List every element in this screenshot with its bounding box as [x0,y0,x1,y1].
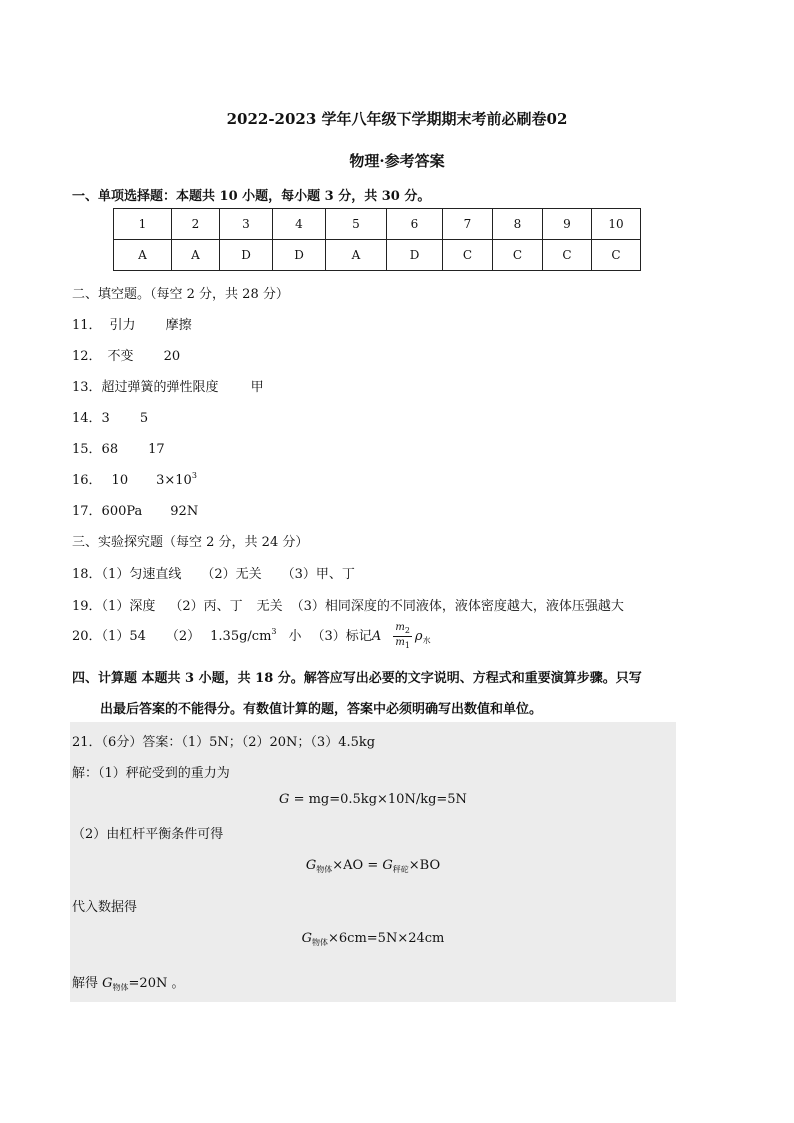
result-prefix: 解得 [72,976,103,991]
fraction-denominator: m [395,637,405,648]
answer-line-14 [72,407,148,426]
answer-b: 摩擦 [165,318,192,333]
equation-text: = mg=0.5kg×10N/kg=5N [289,792,467,807]
question-number: 15． [72,442,102,457]
answer-line-16 [72,469,197,488]
q21-solution-step3: 代入数据得 [72,900,138,915]
answer-b: 92N [170,504,199,519]
table-cell: D [273,240,326,271]
table-cell: C [543,240,592,271]
answer-b: 20 [163,349,181,364]
table-cell: 5 [326,209,387,240]
question-number: 19． [72,599,102,614]
subscript: 物体 [312,938,329,947]
answer-a: 超过弹簧的弹性限度 [101,380,219,395]
rho-symbol: ρ [414,629,423,644]
exponent: 3 [191,471,197,480]
table-cell: 6 [387,209,443,240]
answer-part: （2）丙、丁 [169,599,243,614]
symbol-g: G [279,792,290,807]
answer-b: 3×10 [156,473,192,488]
density-fraction [393,622,412,651]
answer-part: （3）标记 [311,629,372,644]
answer-line-12 [72,345,180,364]
symbol-g: G [102,976,113,991]
answer-line-17 [72,500,198,519]
exponent: 3 [271,627,277,636]
question-number: 11． [72,318,102,333]
table-cell: D [387,240,443,271]
answer-b: 甲 [250,380,264,395]
table-cell: A [326,240,387,271]
question-number: 17． [72,504,102,519]
section2-heading: 二、填空题。（每空 2 分，共 28 分） [72,287,289,302]
answer-a: 不变 [107,349,134,364]
answer-line-19 [72,595,624,614]
fraction-numerator: m [395,622,405,633]
subscript: 秤砣 [392,865,409,874]
table-cell: 10 [592,209,641,240]
q21-solution-step2: （2）由杠杆平衡条件可得 [72,827,224,842]
q21-solution-step1: 解：（1）秤砣受到的重力为 [72,766,230,781]
table-cell: 8 [493,209,543,240]
q21-result [72,972,184,993]
answer-a: 68 [101,442,119,457]
answer-b: 17 [148,442,165,457]
mark-label: A [371,629,382,644]
table-cell: C [592,240,641,271]
subscript: 物体 [316,865,333,874]
answer-table-answer-row [114,240,641,271]
subscript: 物体 [112,983,129,992]
subscript: 水 [422,636,431,645]
equation-text: ×BO [408,858,441,873]
page-title: 2022-2023 学年八年级下学期期末考前必刷卷02 [226,110,568,128]
question-number: 13． [72,380,102,395]
subscript: 1 [404,641,410,650]
answer-part: （3）相同深度的不同液体，液体密度越大，液体压强越大 [290,599,624,614]
equation-substitution [70,931,676,948]
equation-gravity [70,792,676,807]
answer-line-20 [72,622,431,651]
answer-table-number-row [114,209,641,240]
answer-line-11 [72,314,192,333]
table-cell: 3 [220,209,273,240]
result-value: =20N 。 [128,976,185,991]
answer-part: （2）无关 [201,567,262,582]
question-number: 16． [72,473,102,488]
symbol-g: G [305,858,317,873]
answer-part: （2） [165,629,201,644]
section4-heading: 四、计算题 本题共 3 小题，共 18 分。解答应写出必要的文字说明、方程式和重要演算步骤。只写 [72,671,642,686]
symbol-g: G [382,858,393,873]
table-cell: 1 [114,209,172,240]
section3-heading: 三、实验探究题（每空 2 分，共 24 分） [72,535,309,550]
answer-a: 引力 [109,318,136,333]
table-cell: 4 [273,209,326,240]
table-cell: 2 [172,209,220,240]
q21-intro: 21．（6分）答案：（1）5N；（2）20N；（3）4.5kg [72,735,376,750]
table-cell: 9 [543,209,592,240]
question-number: 18． [72,567,102,582]
question-number: 14． [72,411,102,426]
answer-part: （3）甲、丁 [281,567,355,582]
section1-heading-text: 一、单项选择题：本题共 10 小题，每小题 3 分，共 30 分。 [72,189,431,204]
answer-line-18 [72,563,355,582]
equation-text: ×AO = [332,858,383,873]
table-cell: A [172,240,220,271]
page-subtitle: 物理·参考答案 [349,152,445,170]
answer-part: 1.35g/cm [210,629,272,644]
answer-a: 10 [111,473,129,488]
table-cell: D [220,240,273,271]
answer-part: （1）匀速直线 [101,567,182,582]
answer-part: 小 [288,629,302,644]
answer-line-13 [72,376,264,395]
answer-part: （1）54 [101,629,146,644]
table-cell: A [114,240,172,271]
answer-table [113,208,641,271]
table-cell: C [443,240,493,271]
question-number: 20． [72,629,102,644]
answer-part: 无关 [256,599,283,614]
answer-a: 600Pa [101,504,143,519]
equation-lever [70,858,676,875]
answer-a: 3 [101,411,110,426]
table-cell: 7 [443,209,493,240]
table-cell: C [493,240,543,271]
section4-heading-cont: 出最后答案的不能得分。有数值计算的题，答案中必须明确写出数值和单位。 [100,702,543,717]
subscript: 2 [404,626,410,635]
symbol-g: G [301,931,313,946]
equation-text: ×6cm=5N×24cm [328,931,445,946]
answer-part: （1）深度 [101,599,156,614]
section1-heading [72,185,430,204]
answer-b: 5 [139,411,149,426]
question-number: 12． [72,349,102,364]
answer-line-15 [72,438,165,457]
